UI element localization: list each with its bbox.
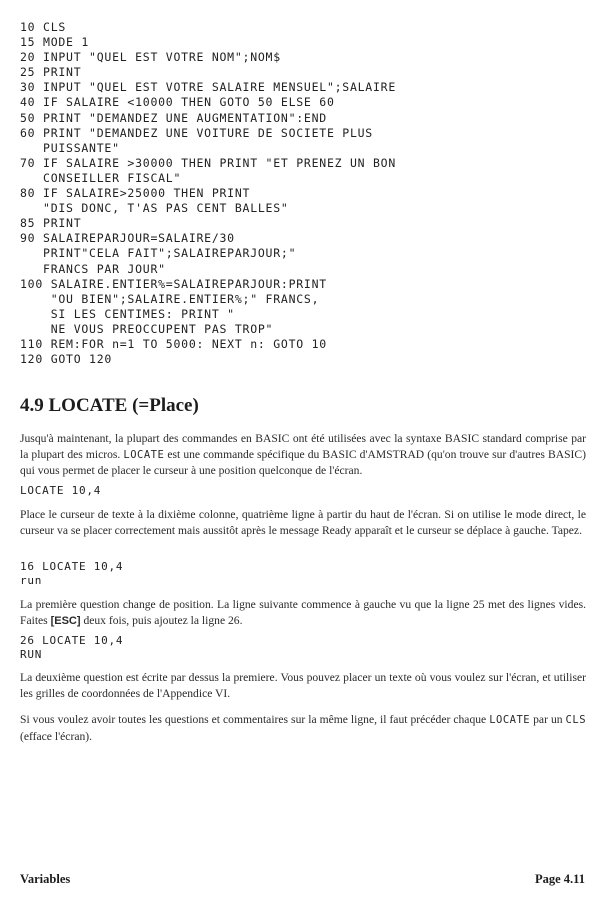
- code-line: 50 PRINT "DEMANDEZ UNE AUGMENTATION":END: [20, 110, 327, 125]
- code-line: "DIS DONC, T'AS PAS CENT BALLES": [20, 201, 289, 216]
- para5-keyword-cls: CLS: [565, 714, 587, 726]
- para3-text-1: La première question change de position. La ligne suivante commence à gauche vu que la ligne 25 met des lignes vides. Faites: [20, 598, 586, 627]
- question-paragraph: [20, 597, 586, 629]
- para3-text-2: deux fois, puis ajoutez la ligne 26.: [80, 613, 243, 627]
- code-line: 30 INPUT "QUEL EST VOTRE SALAIRE MENSUEL";SALAIRE: [20, 80, 397, 95]
- example-line: RUN: [20, 648, 43, 661]
- code-line: 25 PRINT: [20, 65, 82, 80]
- example-command-3: [20, 634, 123, 662]
- code-line: PRINT"CELA FAIT";SALAIREPARJOUR;": [20, 246, 297, 261]
- section-heading: 4.9 LOCATE (=Place): [20, 395, 199, 416]
- code-line: 85 PRINT: [20, 216, 82, 231]
- code-line: 90 SALAIREPARJOUR=SALAIRE/30: [20, 231, 235, 246]
- para5-keyword-locate: LOCATE: [489, 714, 531, 726]
- code-line: 70 IF SALAIRE >30000 THEN PRINT "ET PRENEZ UN BON: [20, 155, 397, 170]
- code-line: 60 PRINT "DEMANDEZ UNE VOITURE DE SOCIETE PLUS: [20, 125, 373, 140]
- cursor-paragraph: Place le curseur de texte à la dixième colonne, quatrième ligne à partir du haut de l'écran. Si on utilise le mode direct, le curseur va se placer correctement mais aussitôt après le message Ready apparaît et le curseur se déplace à gauche. Tapez.: [20, 508, 586, 537]
- para5-text-3: (efface l'écran).: [20, 729, 93, 743]
- intro-text-2: est une commande spécifique du BASIC d'AMSTRAD (qu'on trouve sur d'autres BASIC) qui vous permet de placer le curseur à une position quelconque de l'écran.: [20, 447, 586, 478]
- code-line: 40 IF SALAIRE <10000 THEN GOTO 50 ELSE 60: [20, 95, 335, 110]
- code-line: 100 SALAIRE.ENTIER%=SALAIREPARJOUR:PRINT: [20, 276, 327, 291]
- example-command-2: [20, 560, 123, 588]
- example-line: run: [20, 574, 43, 587]
- intro-text-1: Jusqu'à maintenant, la plupart des commandes en BASIC ont été utilisées avec la syntaxe BASIC standard comprise par la plupart des micros.: [20, 432, 586, 461]
- code-line: 110 REM:FOR n=1 TO 5000: NEXT n: GOTO 10: [20, 336, 327, 351]
- code-line: 20 INPUT "QUEL EST VOTRE NOM";NOM$: [20, 50, 281, 65]
- example-line: LOCATE 10,4: [20, 484, 102, 497]
- code-line: 120 GOTO 120: [20, 352, 113, 367]
- example-line: 16 LOCATE 10,4: [20, 560, 124, 573]
- cls-paragraph: [20, 712, 586, 744]
- code-line: PUISSANTE": [20, 140, 120, 155]
- example-line: 26 LOCATE 10,4: [20, 634, 124, 647]
- code-line: 10 CLS: [20, 20, 67, 34]
- code-line: 80 IF SALAIRE>25000 THEN PRINT: [20, 186, 251, 201]
- code-line: 15 MODE 1: [20, 35, 90, 50]
- para5-text-2: par un: [530, 713, 566, 726]
- example-command-1: [20, 484, 101, 498]
- overwrite-paragraph: La deuxième question est écrite par dessus la premiere. Vous pouvez placer un texte où vous voulez sur l'écran, et utiliser les grilles de coordonnées de l'Appendice VI.: [20, 671, 586, 700]
- footer-section-name: Variables: [20, 872, 71, 886]
- esc-key: [ESC]: [50, 614, 81, 627]
- code-line: CONSEILLER FISCAL": [20, 170, 182, 185]
- code-line: "OU BIEN";SALAIRE.ENTIER%;" FRANCS,: [20, 291, 320, 306]
- intro-paragraph: [20, 431, 586, 479]
- code-line: NE VOUS PREOCCUPENT PAS TROP": [20, 321, 274, 336]
- code-line: FRANCS PAR JOUR": [20, 261, 166, 276]
- basic-program-listing: [20, 20, 396, 367]
- footer-page-number: Page 4.11: [535, 872, 585, 886]
- code-line: SI LES CENTIMES: PRINT ": [20, 306, 235, 321]
- intro-keyword: LOCATE: [123, 448, 165, 461]
- para5-text-1: Si vous voulez avoir toutes les questions et commentaires sur la même ligne, il faut précéder chaque: [20, 713, 490, 726]
